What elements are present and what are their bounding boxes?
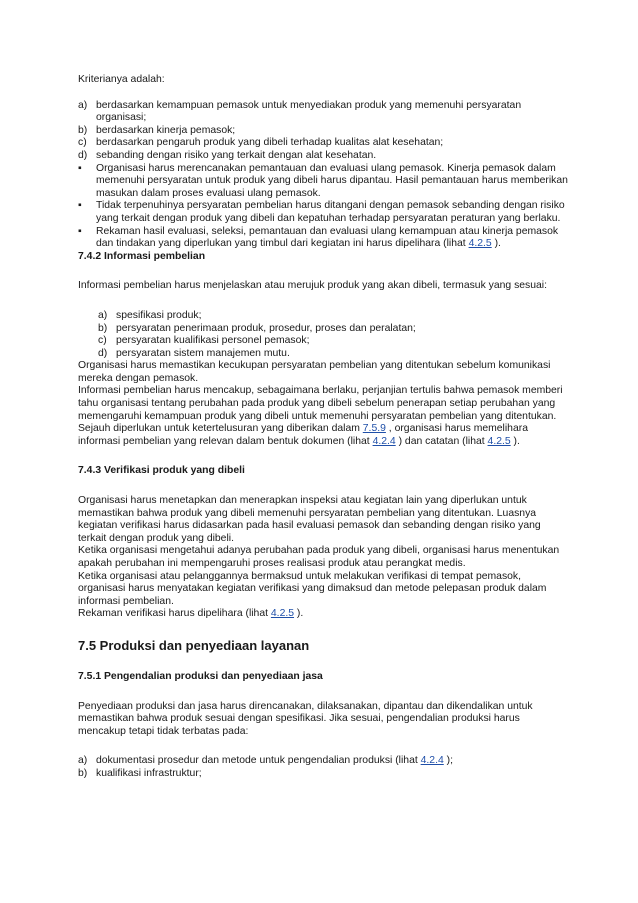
list-item-text: berdasarkan kinerja pemasok; — [96, 124, 236, 136]
list-item — [78, 163, 568, 201]
ref-link-4-2-5[interactable]: 4.2.5 — [270, 608, 295, 620]
list-marker: a) — [98, 309, 108, 321]
paragraph: Organisasi harus menetapkan dan menerapkan inspeksi atau kegiatan lain yang diperlukan untuk memastikan bahwa produk yang dibeli memenuhi persyaratan pembelian yang ditentukan. Luasnya kegiatan verifikasi harus didasarkan pada hasil evaluasi pemasok dan sebanding dengan risiko yang terkait dengan produk yang dibeli. — [78, 495, 541, 544]
list-item-text-after: ); — [443, 755, 453, 767]
section-heading-7-5: 7.5 Produksi dan penyediaan layanan — [78, 637, 310, 653]
list-item-text: persyaratan sistem manajemen mutu. — [116, 347, 290, 359]
production-control-list — [78, 755, 568, 780]
paragraph-text: , organisasi harus memelihara informasi pembelian yang relevan dalam bentuk dokumen (lihat — [78, 423, 528, 447]
list-item — [78, 137, 568, 150]
list-item-text: Tidak terpenuhinya persyaratan pembelian harus ditangani dengan pemasok sebanding dengan risiko yang terkait dengan produk yang dibeli dan kepatuhan terhadap persyaratan peraturan yang berlaku. — [96, 200, 565, 224]
list-item — [78, 348, 568, 361]
list-marker: a) — [78, 99, 88, 111]
section-heading-7-5-1: 7.5.1 Pengendalian produksi dan penyediaan jasa — [78, 670, 323, 682]
ref-link-4-2-4[interactable]: 4.2.4 — [420, 755, 444, 767]
list-marker: b) — [78, 767, 88, 779]
paragraph-text: Rekaman verifikasi harus dipelihara (lihat — [78, 608, 271, 620]
list-marker: a) — [78, 755, 88, 767]
list-item-text: spesifikasi produk; — [116, 309, 202, 321]
list-item — [78, 125, 568, 138]
paragraph-text: ). — [510, 435, 520, 447]
list-item — [78, 150, 568, 163]
list-item-text: berdasarkan pengaruh produk yang dibeli terhadap kualitas alat kesehatan; — [96, 137, 444, 149]
list-item-text: persyaratan penerimaan produk, prosedur, proses dan peralatan; — [116, 322, 416, 334]
ref-link-4-2-5[interactable]: 4.2.5 — [487, 435, 511, 447]
list-item-text: berdasarkan kemampuan pemasok untuk menyediakan produk yang memenuhi persyaratan organisasi; — [96, 99, 522, 124]
list-item — [78, 200, 568, 225]
list-item-text: Organisasi harus merencanakan pemantauan dan evaluasi ulang pemasok. Kinerja pemasok dalam memenuhi persyaratan untuk produk yang dibeli harus dipantau. Hasil pemantauan harus memberikan masukan dalam proses evaluasi ulang pemasok. — [96, 162, 568, 199]
list-item-text-before: dokumentasi prosedur dan metode untuk pengendalian produksi (lihat — [96, 755, 421, 767]
ref-link-4-2-4[interactable]: 4.2.4 — [372, 435, 396, 447]
list-marker: d) — [78, 149, 88, 161]
list-marker: d) — [98, 347, 108, 359]
list-item-text: sebanding dengan risiko yang terkait dengan alat kesehatan. — [96, 149, 377, 161]
list-item — [78, 323, 568, 336]
paragraph: Informasi pembelian harus mencakup, sebagaimana berlaku, perjanjian tertulis bahwa pemasok memberi tahu organisasi tentang perubahan pada produk yang dibeli sebelum penerapan setiap perubahan yang memengaruhi kemampuan produk yang dibeli untuk memenuhi persyaratan pembelian yang ditentukan. — [78, 385, 563, 422]
paragraph — [78, 423, 568, 448]
list-item — [78, 335, 568, 348]
ref-link-7-5-9[interactable]: 7.5.9 — [362, 423, 386, 435]
list-marker: b) — [98, 322, 108, 334]
list-marker: c) — [98, 335, 107, 347]
list-marker: c) — [78, 137, 87, 149]
criteria-list — [78, 100, 568, 251]
document-page — [78, 74, 568, 781]
list-item-text-after: ). — [491, 238, 501, 250]
list-marker: b) — [78, 124, 88, 136]
criteria-intro: Kriterianya adalah: — [78, 74, 165, 85]
paragraph: Penyediaan produksi dan jasa harus direncanakan, dilaksanakan, dipantau dan dikendalikan untuk memastikan bahwa produk sesuai dengan spesifikasi. Jika sesuai, pengendalian produksi harus mencakup tetapi tidak terbatas pada: — [78, 700, 533, 737]
list-item-text-before: Rekaman hasil evaluasi, seleksi, pemantauan dan evaluasi ulang kemampuan atau kinerja pemasok dan tindakan yang diperlukan yang timbul dari kegiatan ini harus dipelihara (lihat — [96, 225, 559, 250]
list-item — [78, 226, 568, 251]
paragraph: Organisasi harus memastikan kecukupan persyaratan pembelian yang ditentukan sebelum komunikasi mereka dengan pemasok. — [78, 360, 551, 384]
list-item — [78, 755, 568, 768]
list-item — [78, 768, 568, 781]
purchasing-info-list — [78, 310, 568, 360]
paragraph: Ketika organisasi mengetahui adanya perubahan pada produk yang dibeli, organisasi harus menentukan apakah perubahan ini mempengaruhi proses realisasi produk atau perangkat medis. — [78, 545, 560, 569]
paragraph-text: Sejauh diperlukan untuk ketertelusuran yang diberikan dalam — [78, 423, 363, 435]
square-bullet-icon: ▪ — [78, 162, 82, 174]
list-item-text: kualifikasi infrastruktur; — [96, 767, 202, 779]
list-item-text: persyaratan kualifikasi personel pemasok; — [116, 335, 310, 347]
section-heading-7-4-2: 7.4.2 Informasi pembelian — [78, 250, 206, 262]
ref-link-4-2-5[interactable]: 4.2.5 — [468, 238, 492, 250]
square-bullet-icon: ▪ — [78, 200, 82, 212]
list-item — [78, 100, 568, 125]
paragraph — [78, 608, 568, 621]
paragraph-text: ). — [294, 608, 304, 620]
paragraph-text: ) dan catatan (lihat — [395, 435, 488, 447]
paragraph: Ketika organisasi atau pelanggannya bermaksud untuk melakukan verifikasi di tempat pemasok, organisasi harus menyatakan kegiatan verifikasi yang dimaksud dan metode pelepasan produk dalam informasi pembelian. — [78, 570, 547, 607]
section-heading-7-4-3: 7.4.3 Verifikasi produk yang dibeli — [78, 465, 245, 477]
list-item — [78, 310, 568, 323]
paragraph: Informasi pembelian harus menjelaskan atau merujuk produk yang akan dibeli, termasuk yang sesuai: — [78, 280, 547, 292]
square-bullet-icon: ▪ — [78, 225, 82, 237]
